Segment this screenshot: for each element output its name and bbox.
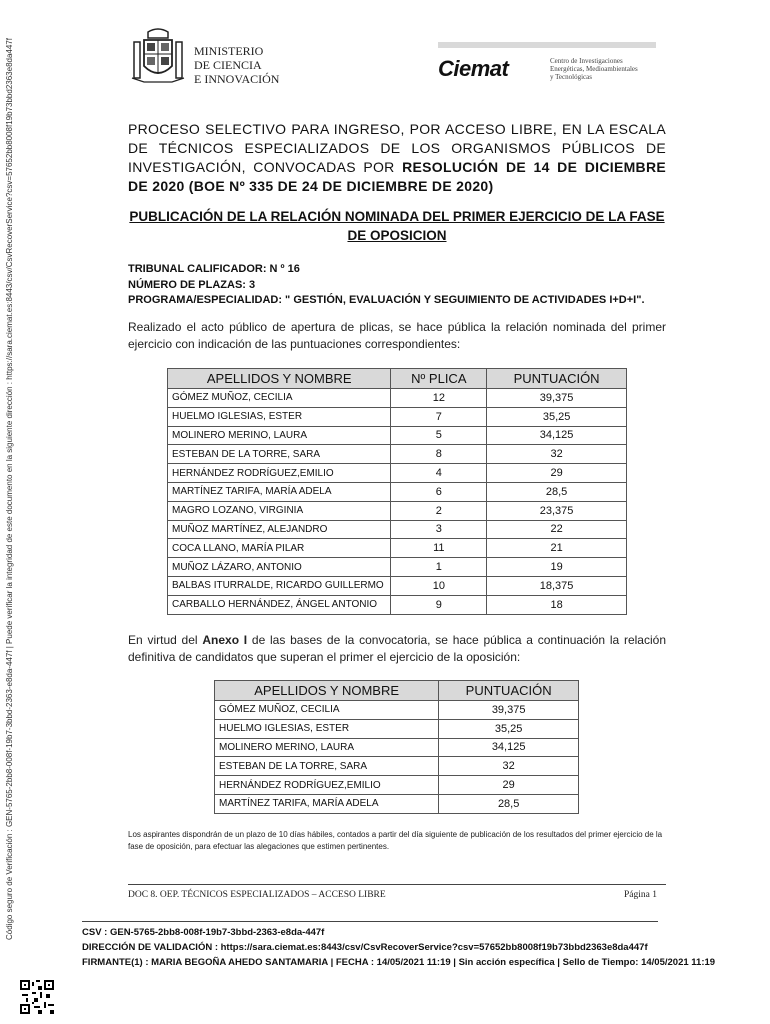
table-cell: 7 bbox=[391, 407, 487, 426]
side-verification-text: Código seguro de Verificación : GEN-5765-2bb8-008f-19b7-3bbd-2363-e8da-447f | Puede verificar la integridad de este documento en la siguiente dirección : https://sara.ciemat.es:8443/csv/CsvRecoverService?csv=57652bb8008f19b73bbd2363e8da447f bbox=[5, 38, 14, 940]
ministry-name: MINISTERIO DE CIENCIA E INNOVACIÓN bbox=[194, 44, 280, 86]
table-row bbox=[215, 719, 579, 738]
table-cell: 6 bbox=[391, 482, 487, 501]
ciemat-logo: Ciemat bbox=[438, 56, 509, 81]
table-row bbox=[168, 520, 627, 539]
table-cell: 10 bbox=[391, 576, 487, 595]
candidate-name-cell: CARBALLO HERNÁNDEZ, ÁNGEL ANTONIO bbox=[168, 595, 391, 614]
footer-divider bbox=[128, 884, 666, 885]
validation-url: DIRECCIÓN DE VALIDACIÓN : https://sara.ciemat.es:8443/csv/CsvRecoverService?csv=57652bb8008f19b73bbd2363e8da447f bbox=[82, 942, 648, 953]
table2-header-cell: APELLIDOS Y NOMBRE bbox=[215, 681, 439, 701]
candidate-name-cell: GÓMEZ MUÑOZ, CECILIA bbox=[215, 701, 439, 720]
intro-paragraph: Realizado el acto público de apertura de plicas, se hace pública la relación nominada del primer ejercicio con indicación de las puntuaciones correspondientes: bbox=[128, 320, 666, 351]
table-cell: 23,375 bbox=[487, 501, 627, 520]
table-cell: 34,125 bbox=[439, 738, 579, 757]
spain-coat-of-arms-icon bbox=[128, 28, 188, 90]
candidate-name-cell: HERNÁNDEZ RODRÍGUEZ,EMILIO bbox=[168, 464, 391, 483]
table-row bbox=[168, 595, 627, 614]
csv-code: CSV : GEN-5765-2bb8-008f-19b7-3bbd-2363-e8da-447f bbox=[82, 927, 325, 938]
table-row bbox=[215, 757, 579, 776]
candidate-name-cell: MUÑOZ LÁZARO, ANTONIO bbox=[168, 558, 391, 577]
table-cell: 1 bbox=[391, 558, 487, 577]
candidate-name-cell: HUELMO IGLESIAS, ESTER bbox=[168, 407, 391, 426]
publication-subtitle: PUBLICACIÓN DE LA RELACIÓN NOMINADA DEL PRIMER EJERCICIO DE LA FASE DE OPOSICION bbox=[129, 209, 665, 243]
document-header bbox=[128, 28, 668, 93]
candidate-name-cell: MAGRO LOZANO, VIRGINIA bbox=[168, 501, 391, 520]
table-cell: 39,375 bbox=[487, 389, 627, 408]
plazas-number: NÚMERO DE PLAZAS: 3 bbox=[128, 278, 256, 291]
table-cell: 32 bbox=[487, 445, 627, 464]
candidate-name-cell: HERNÁNDEZ RODRÍGUEZ,EMILIO bbox=[215, 776, 439, 795]
programa-especialidad: PROGRAMA/ESPECIALIDAD: " GESTIÓN, EVALUACIÓN Y SEGUIMIENTO DE ACTIVIDADES I+D+I". bbox=[128, 294, 645, 306]
table-row bbox=[168, 389, 627, 408]
table-cell: 8 bbox=[391, 445, 487, 464]
table-cell: 22 bbox=[487, 520, 627, 539]
candidate-name-cell: ESTEBAN DE LA TORRE, SARA bbox=[168, 445, 391, 464]
table-cell: 28,5 bbox=[439, 794, 579, 813]
tribunal-info bbox=[128, 262, 645, 309]
table1-header-cell: Nº PLICA bbox=[391, 369, 487, 389]
signer-info: FIRMANTE(1) : MARIA BEGOÑA AHEDO SANTAMARIA | FECHA : 14/05/2021 11:19 | Sin acción específica | Sello de Tiempo: 14/05/2021 11:19 bbox=[82, 957, 716, 968]
table-row bbox=[168, 464, 627, 483]
table-cell: 28,5 bbox=[487, 482, 627, 501]
candidate-name-cell: MUÑOZ MARTÍNEZ, ALEJANDRO bbox=[168, 520, 391, 539]
anexo-paragraph: En virtud del Anexo I de las bases de la convocatoria, se hace pública a continuación la relación definitiva de candidatos que superan el primer el ejercicio de la oposición: bbox=[128, 633, 666, 664]
table-cell: 32 bbox=[439, 757, 579, 776]
table-cell: 18,375 bbox=[487, 576, 627, 595]
candidate-name-cell: GÓMEZ MUÑOZ, CECILIA bbox=[168, 389, 391, 408]
table-cell: 4 bbox=[391, 464, 487, 483]
candidate-name-cell: MOLINERO MERINO, LAURA bbox=[168, 426, 391, 445]
table-cell: 34,125 bbox=[487, 426, 627, 445]
table-cell: 35,25 bbox=[439, 719, 579, 738]
table-cell: 11 bbox=[391, 539, 487, 558]
table-row bbox=[215, 738, 579, 757]
document-title: PROCESO SELECTIVO PARA INGRESO, POR ACCESO LIBRE, EN LA ESCALA DE TÉCNICOS ESPECIALIZADOS DE LOS ORGANISMOS PÚBLICOS DE INVESTIGACIÓN, CONVOCADAS POR RESOLUCIÓN DE 14 DE DICIEMBRE DE 2020 (BOE Nº 335 DE 24 DE DICIEMBRE DE 2020) bbox=[128, 121, 667, 194]
table2-header-cell: PUNTUACIÓN bbox=[439, 681, 579, 701]
table-row bbox=[168, 558, 627, 577]
candidate-name-cell: MARTÍNEZ TARIFA, MARÍA ADELA bbox=[215, 794, 439, 813]
table-cell: 5 bbox=[391, 426, 487, 445]
page-number: Página 1 bbox=[624, 890, 657, 900]
table-row bbox=[168, 426, 627, 445]
table-cell: 2 bbox=[391, 501, 487, 520]
alegaciones-note: Los aspirantes dispondrán de un plazo de 10 días hábiles, contados a partir del día siguiente de publicación de los resultados del primer ejercicio de la fase de oposición, para efectuar las alegaciones que estimen pertinentes. bbox=[128, 830, 663, 851]
candidate-name-cell: MARTÍNEZ TARIFA, MARÍA ADELA bbox=[168, 482, 391, 501]
table-cell: 18 bbox=[487, 595, 627, 614]
table-row bbox=[168, 576, 627, 595]
table-cell: 9 bbox=[391, 595, 487, 614]
table-cell: 3 bbox=[391, 520, 487, 539]
candidate-name-cell: HUELMO IGLESIAS, ESTER bbox=[215, 719, 439, 738]
table-row bbox=[215, 701, 579, 720]
table-row bbox=[168, 539, 627, 558]
table-row bbox=[168, 482, 627, 501]
table-cell: 29 bbox=[487, 464, 627, 483]
tribunal-number: TRIBUNAL CALIFICADOR: N º 16 bbox=[128, 263, 300, 275]
table1-header-cell: PUNTUACIÓN bbox=[487, 369, 627, 389]
table-cell: 12 bbox=[391, 389, 487, 408]
signature-divider bbox=[82, 921, 658, 922]
footer-doc-reference: DOC 8. OEP. TÉCNICOS ESPECIALIZADOS – ACCESO LIBRE bbox=[128, 890, 386, 900]
candidate-name-cell: MOLINERO MERINO, LAURA bbox=[215, 738, 439, 757]
candidate-name-cell: COCA LLANO, MARÍA PILAR bbox=[168, 539, 391, 558]
candidate-name-cell: BALBAS ITURRALDE, RICARDO GUILLERMO bbox=[168, 576, 391, 595]
table-row bbox=[168, 407, 627, 426]
table-cell: 19 bbox=[487, 558, 627, 577]
table-row bbox=[215, 794, 579, 813]
table-cell: 21 bbox=[487, 539, 627, 558]
ciemat-description: Centro de Investigaciones Energéticas, Medioambientales y Tecnológicas bbox=[550, 57, 638, 81]
qr-code-icon bbox=[20, 980, 54, 1014]
table-row bbox=[168, 445, 627, 464]
ciemat-header-bar bbox=[438, 42, 656, 48]
table-cell: 29 bbox=[439, 776, 579, 795]
table-cell: 35,25 bbox=[487, 407, 627, 426]
table1-header-cell: APELLIDOS Y NOMBRE bbox=[168, 369, 391, 389]
table-row bbox=[215, 776, 579, 795]
table-cell: 39,375 bbox=[439, 701, 579, 720]
table-row bbox=[168, 501, 627, 520]
approved-candidates-table bbox=[214, 680, 579, 814]
candidate-name-cell: ESTEBAN DE LA TORRE, SARA bbox=[215, 757, 439, 776]
results-table bbox=[167, 368, 627, 615]
